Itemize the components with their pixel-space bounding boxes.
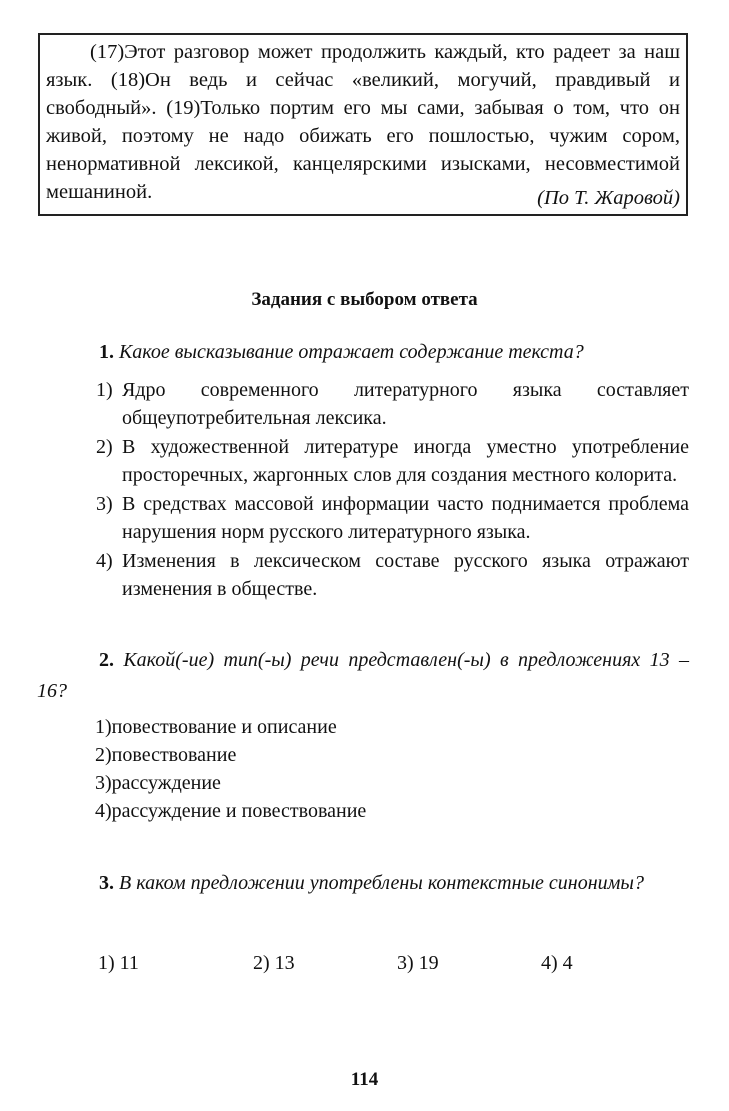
option-text: В художественной литературе иногда уместно употребление просторечных, жаргонных слов для создания местного колорита.: [122, 436, 689, 486]
question-1-options: [96, 376, 689, 604]
answer-option: 4) 4: [541, 952, 573, 974]
answer-option: 3) 19: [397, 952, 439, 974]
page-number: 114: [350, 1069, 379, 1090]
option-text: Ядро современного литературного языка составляет общеупотребительная лексика.: [122, 379, 689, 429]
question-1: [37, 337, 689, 368]
question-3: [37, 868, 689, 899]
section-title: Задания с выбором ответа: [251, 289, 478, 310]
question-1-stem: [37, 337, 689, 368]
option-number: 4): [96, 550, 113, 572]
question-3-number: 3.: [99, 872, 114, 894]
question-1-text: Какое высказывание отражает содержание текста?: [119, 341, 584, 363]
question-1-number: 1.: [99, 341, 114, 363]
source-text-paragraph: (17)Этот разговор может продолжить каждый, кто радеет за наш язык. (18)Он ведь и сейчас «великий, могучий, правдивый и свободный». (19)Только портим его мы сами, забывая о том, что он живой, поэтому не надо обижать его пошлостью, чужим сором, ненормативной лексикой, канцелярскими изысками, несовместимой мешаниной.: [46, 41, 680, 203]
option-number: 2): [96, 436, 113, 458]
option-text: Изменения в лексическом составе русского языка отражают изменения в обществе.: [122, 550, 689, 600]
answer-option: [96, 376, 689, 432]
answer-option: 3)рассуждение: [95, 772, 221, 794]
answer-option: 2) 13: [253, 952, 295, 974]
answer-option: 1)повествование и описание: [95, 716, 337, 738]
question-2-text: Какой(-ие) тип(-ы) речи представлен(-ы) в предложениях 13 – 16?: [37, 649, 690, 702]
answer-option: 4)рассуждение и повествование: [95, 800, 367, 822]
question-3-stem: [37, 868, 689, 899]
option-text: В средствах массовой информации часто поднимается проблема нарушения норм русского литературного языка.: [122, 493, 689, 543]
answer-option: 1) 11: [98, 952, 139, 974]
question-3-text: В каком предложении употреблены контекстные синонимы?: [119, 872, 644, 894]
question-2-stem: [37, 645, 689, 707]
question-2-options: [95, 713, 495, 825]
source-text-box: [38, 33, 688, 216]
question-2: [37, 645, 689, 707]
question-2-number: 2.: [99, 649, 114, 671]
answer-option: [96, 547, 689, 603]
answer-option: [96, 433, 689, 489]
answer-option: [96, 490, 689, 546]
answer-option: 2)повествование: [95, 744, 237, 766]
source-attribution: (По Т. Жаровой): [537, 187, 680, 209]
option-number: 3): [96, 493, 113, 515]
option-number: 1): [96, 379, 113, 401]
